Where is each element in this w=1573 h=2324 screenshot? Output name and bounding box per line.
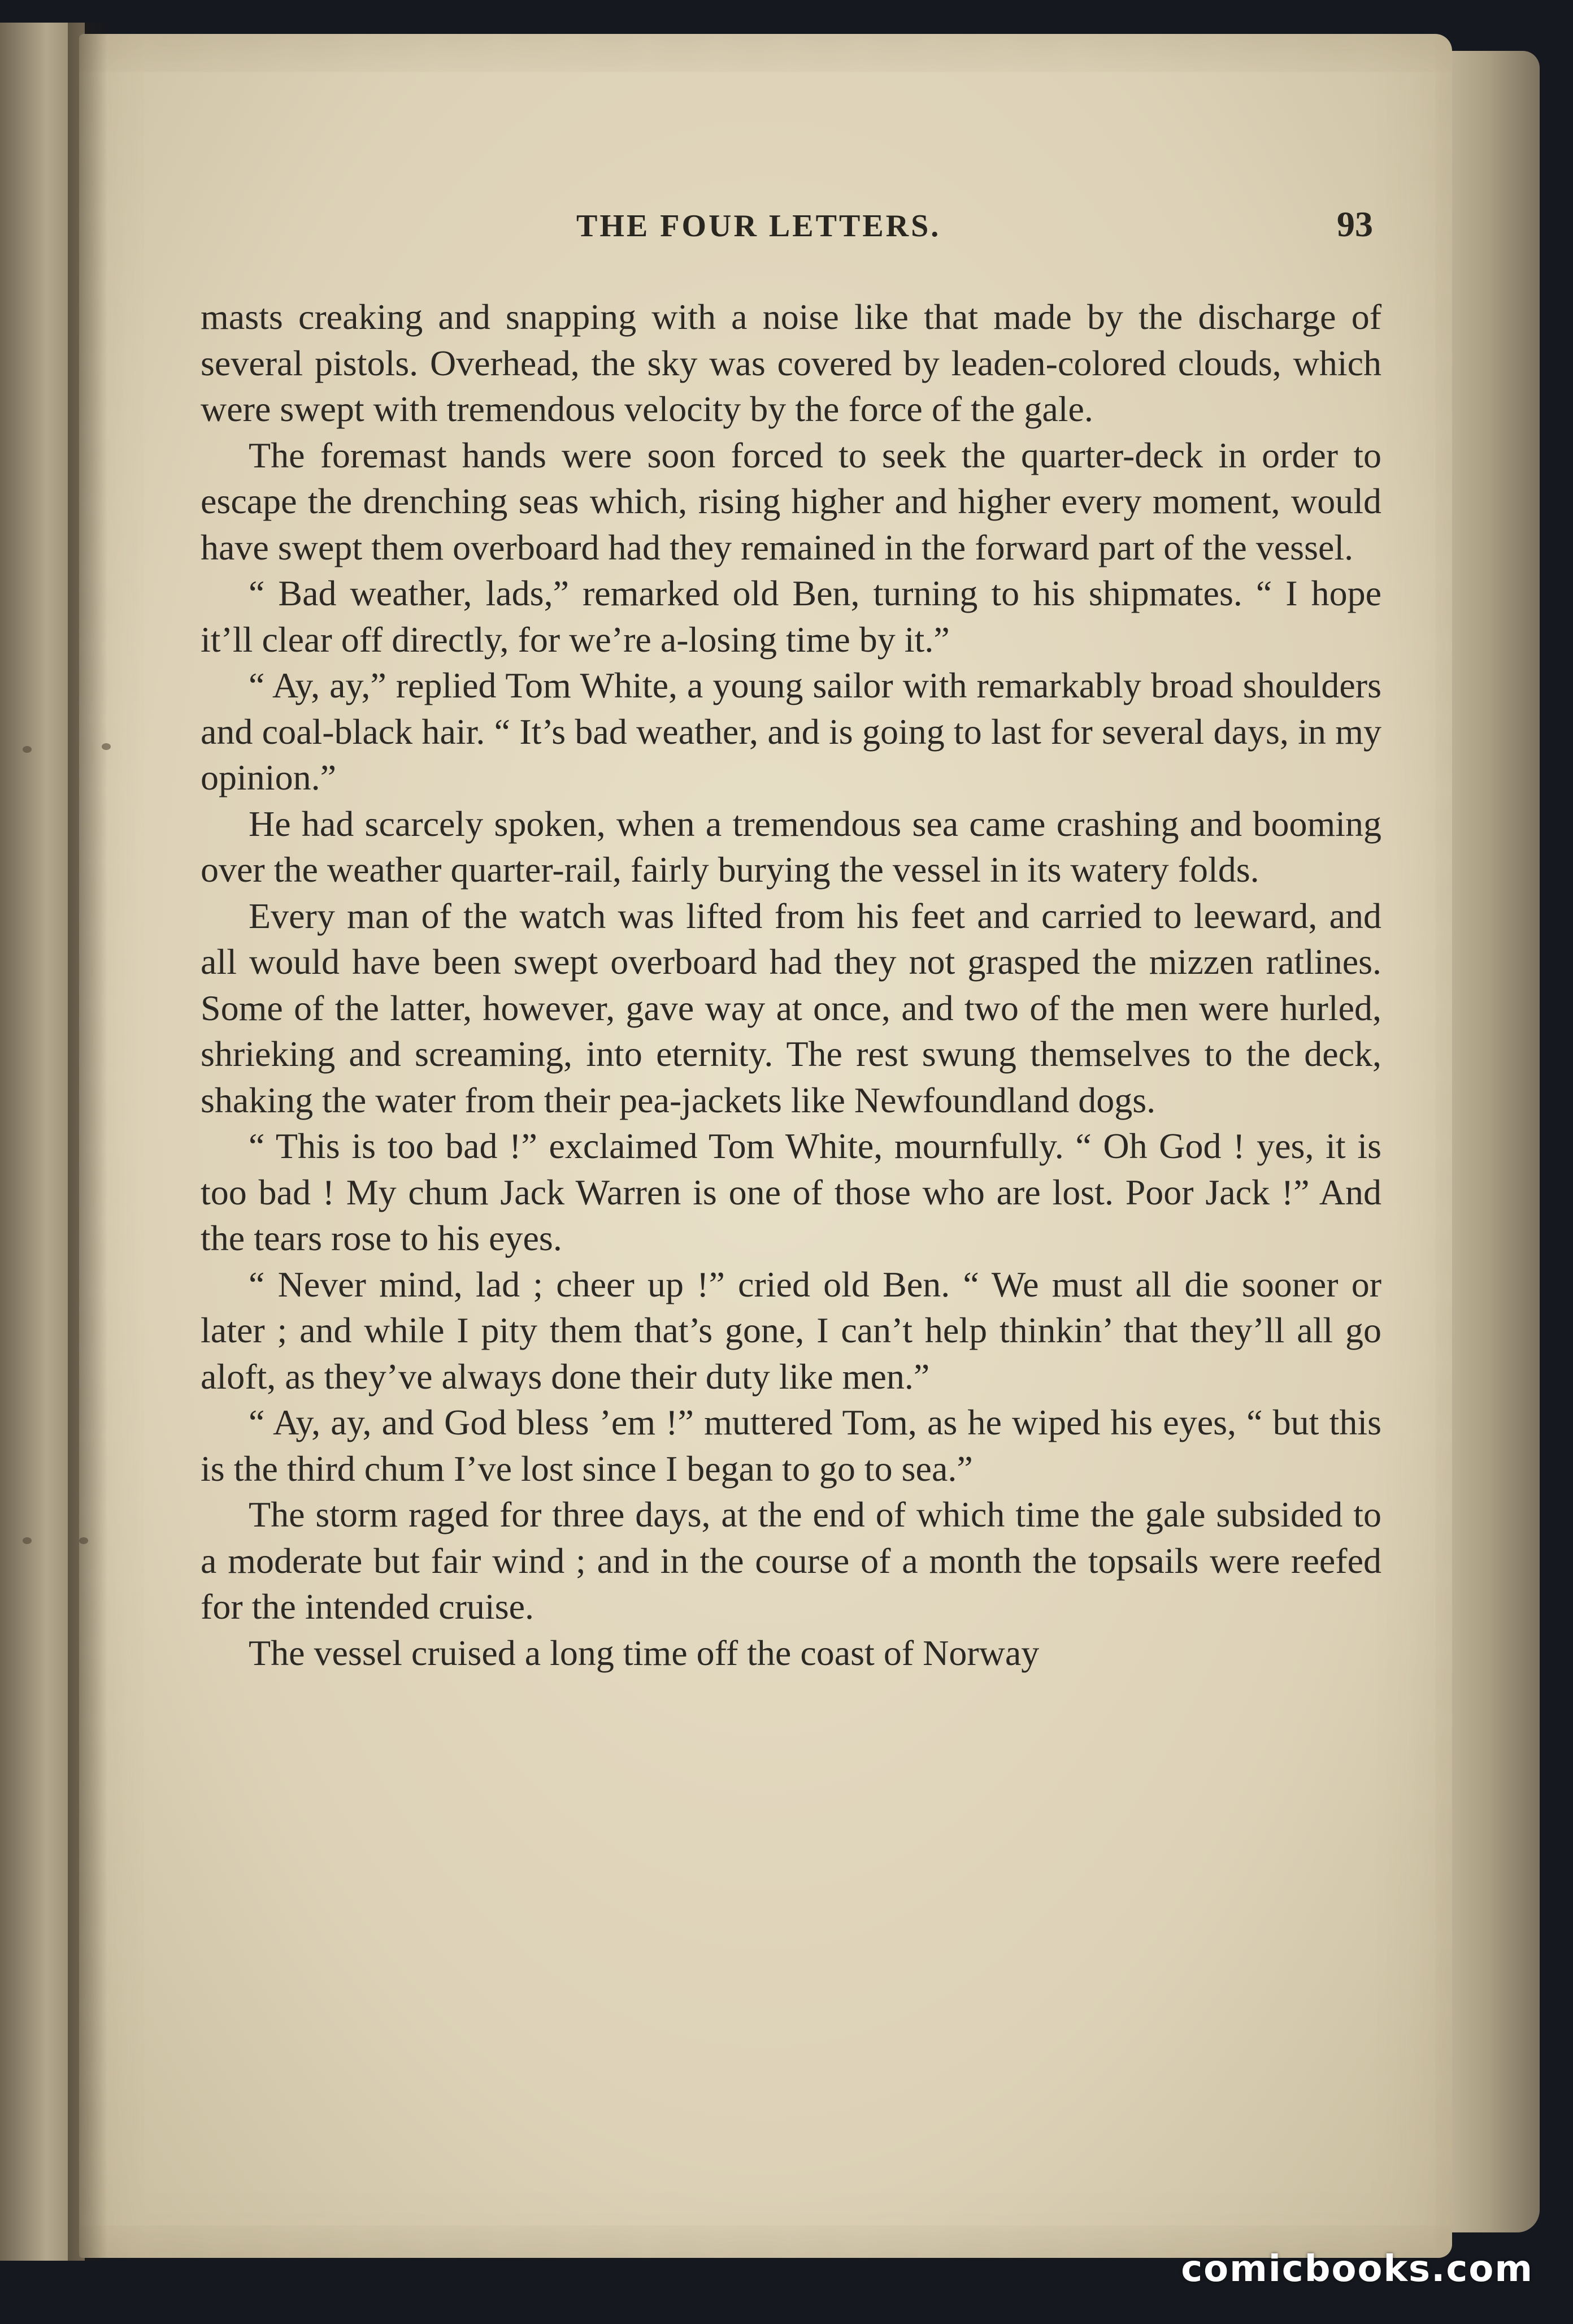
page-number: 93 bbox=[1337, 204, 1373, 244]
paragraph-11: The vessel cruised a long time off the coast of Norway bbox=[249, 1632, 1040, 1673]
paragraph-5: He had scarcely spoken, when a tremendous sea came crashing and booming over the weather quarter-rail, fairly burying the vessel in its watery folds. bbox=[201, 803, 1381, 890]
gutter-shadow bbox=[68, 23, 107, 2261]
book-page bbox=[79, 34, 1452, 2258]
paragraph-3: “ Bad weather, lads,” remarked old Ben, turning to his shipmates. “ I hope it’ll clear off directly, for we’re a-losing time by it.” bbox=[201, 573, 1381, 660]
body-text bbox=[201, 294, 1381, 1676]
paragraph-7: “ This is too bad !” exclaimed Tom White, mournfully. “ Oh God ! yes, it is too bad ! My chum Jack Warren is one of those who are lost. Poor Jack !” And the tears rose to his eyes. bbox=[201, 1126, 1381, 1258]
page-header bbox=[79, 203, 1373, 254]
paragraph-4: “ Ay, ay,” replied Tom White, a young sailor with remarkably broad shoulders and coal-black hair. “ It’s bad weather, and is going to last for several days, in my opinion.” bbox=[201, 665, 1381, 797]
page-speck bbox=[102, 743, 111, 750]
page-speck bbox=[79, 1537, 88, 1544]
page-speck bbox=[23, 1537, 32, 1544]
paragraph-10: The storm raged for three days, at the end of which time the gale subsided to a moderate but fair wind ; and in the course of a month the topsails were reefed for the intended cruise. bbox=[201, 1494, 1381, 1627]
paragraph-1: masts creaking and snapping with a noise like that made by the discharge of several pistols. Overhead, the sky was covered by leaden-colored clouds, which were swept with tremendous velocity by the force of the gale. bbox=[201, 297, 1381, 429]
watermark: comicbooks.com bbox=[1181, 2248, 1533, 2290]
running-title: THE FOUR LETTERS. bbox=[576, 209, 941, 244]
page-speck bbox=[23, 746, 32, 753]
paragraph-6: Every man of the watch was lifted from his feet and carried to leeward, and all would have been swept overboard had they not grasped the mizzen ratlines. Some of the latter, however, gave way at once, and two of the men were hurled, shrieking and screaming, into eternity. The rest swung themselves to the deck, shaking the water from their pea-jackets like Newfoundland dogs. bbox=[201, 895, 1381, 1120]
paragraph-9: “ Ay, ay, and God bless ’em !” muttered Tom, as he wiped his eyes, “ but this is the third chum I’ve lost since I began to go to sea.” bbox=[201, 1402, 1381, 1489]
paragraph-8: “ Never mind, lad ; cheer up !” cried old Ben. “ We must all die sooner or later ; and while I pity them that’s gone, I can’t help thinkin’ that they’ll all go aloft, as they’ve always done their duty like men.” bbox=[201, 1264, 1381, 1397]
paragraph-2: The foremast hands were soon forced to seek the quarter-deck in order to escape the drenching seas which, rising higher and higher every moment, would have swept them overboard had they remained in the forward part of the vessel. bbox=[201, 435, 1381, 567]
